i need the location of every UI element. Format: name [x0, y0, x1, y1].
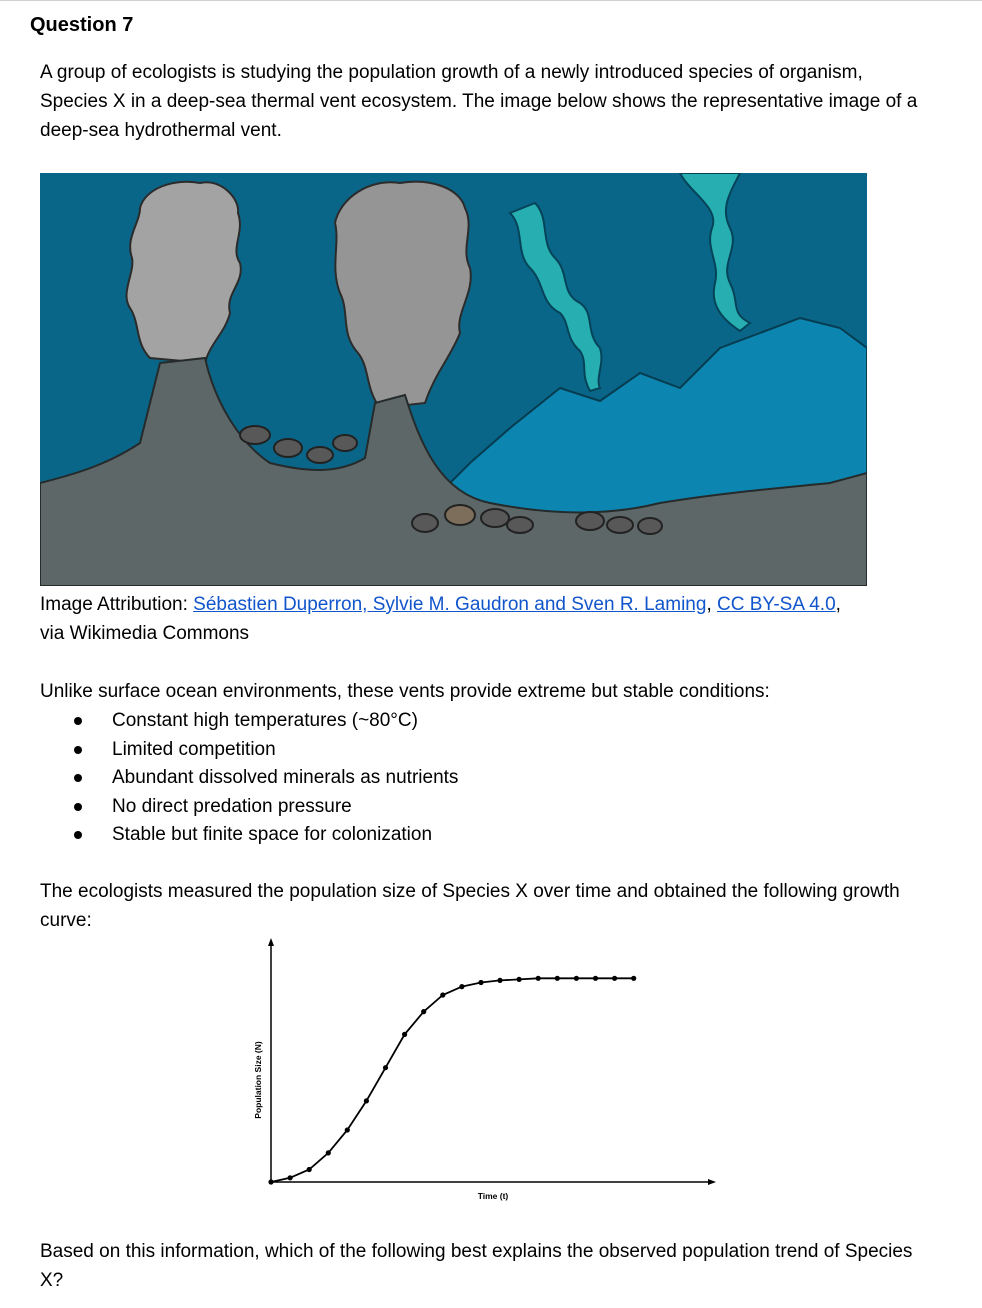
data-point-12: [497, 978, 502, 983]
y-axis-label: Population Size (N): [253, 1041, 263, 1119]
final-question: Based on this information, which of the following best explains the observed population trend of Species X?: [40, 1241, 913, 1291]
data-point-0: [268, 1179, 273, 1184]
attribution-label: Image Attribution:: [40, 594, 188, 615]
data-point-4: [345, 1127, 350, 1132]
list-item: [74, 707, 458, 736]
list-item-text: Limited competition: [112, 738, 276, 760]
data-point-19: [631, 976, 636, 981]
bullet-icon: [74, 831, 82, 839]
question-title: Question 7: [30, 14, 134, 36]
list-item: [74, 764, 458, 793]
y-axis-arrow-icon: [268, 938, 274, 946]
data-point-16: [574, 976, 579, 981]
series-line: [271, 978, 634, 1182]
image-attribution: [40, 590, 940, 648]
attribution-comma-2: ,: [835, 594, 841, 615]
data-point-1: [288, 1175, 293, 1180]
conditions-list: [74, 707, 458, 850]
data-points: [268, 976, 636, 1185]
x-axis-label: Time (t): [477, 1191, 509, 1201]
list-item-text: No direct predation pressure: [112, 795, 352, 817]
list-item: [74, 821, 458, 850]
data-point-10: [459, 984, 464, 989]
data-point-3: [326, 1150, 331, 1155]
attribution-via: via Wikimedia Commons: [40, 623, 250, 644]
list-item: [74, 793, 458, 822]
data-point-7: [402, 1032, 407, 1037]
data-point-11: [478, 980, 483, 985]
data-point-9: [440, 992, 445, 997]
measurement-paragraph: The ecologists measured the population size of Species X over time and obtained the following growth curve:: [40, 881, 900, 931]
data-point-17: [593, 976, 598, 981]
conditions-intro: Unlike surface ocean environments, these vents provide extreme but stable conditions:: [40, 681, 770, 702]
authors-link[interactable]: Sébastien Duperron, Sylvie M. Gaudron and Sven R. Laming: [193, 594, 707, 615]
list-item: [74, 736, 458, 765]
bullet-icon: [74, 803, 82, 811]
bullet-icon: [74, 746, 82, 754]
top-divider: [0, 0, 982, 1]
data-point-8: [421, 1009, 426, 1014]
data-point-2: [307, 1167, 312, 1172]
data-point-18: [612, 976, 617, 981]
bullet-icon: [74, 774, 82, 782]
intro-paragraph: A group of ecologists is studying the population growth of a newly introduced species of organism, Species X in a deep-sea thermal vent ecosystem. The image below shows the representative image of a deep-sea hydrothermal vent.: [40, 62, 918, 141]
data-point-14: [536, 976, 541, 981]
growth-curve-chart: [238, 935, 728, 1210]
data-point-6: [383, 1065, 388, 1070]
license-link[interactable]: CC BY-SA 4.0: [717, 594, 836, 615]
list-item-text: Abundant dissolved minerals as nutrients: [112, 767, 459, 788]
list-item-text: Constant high temperatures (~80°C): [112, 710, 418, 731]
attribution-comma-1: ,: [706, 594, 712, 615]
data-point-13: [517, 977, 522, 982]
hydrothermal-vent-illustration: [40, 173, 867, 586]
data-point-5: [364, 1098, 369, 1103]
x-axis-arrow-icon: [708, 1179, 716, 1185]
data-point-15: [555, 976, 560, 981]
list-item-text: Stable but finite space for colonization: [112, 824, 433, 845]
bullet-icon: [74, 717, 82, 725]
